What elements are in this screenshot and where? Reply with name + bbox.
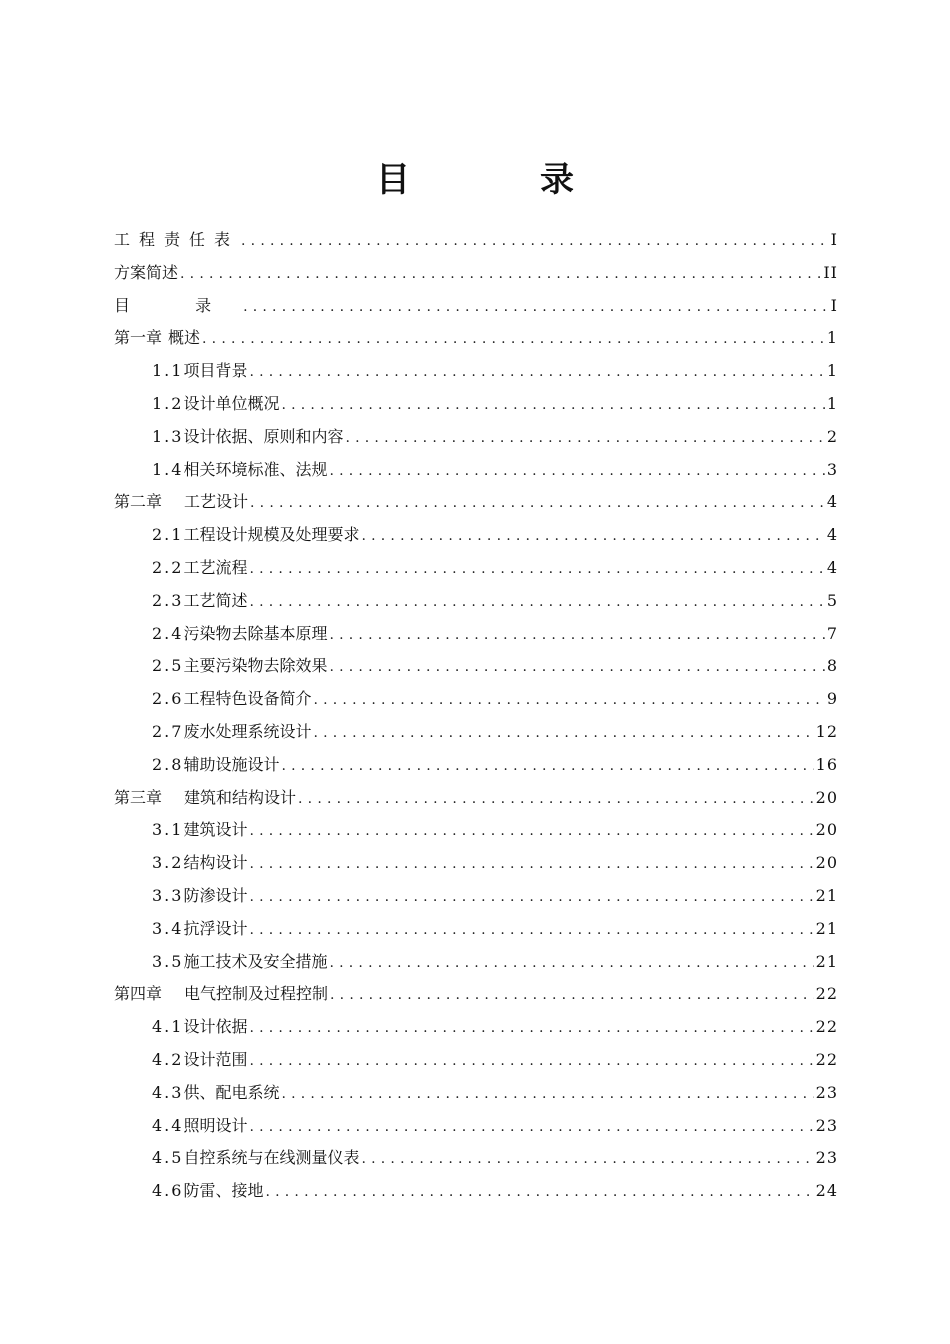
toc-section-number: 2.2	[152, 557, 184, 577]
toc-dot-leader	[329, 651, 824, 684]
toc-entry-label: 照明设计	[183, 1115, 248, 1135]
toc-section-4-2[interactable]	[114, 1044, 838, 1077]
toc-dot-leader	[298, 783, 814, 816]
toc-dot-leader	[281, 750, 813, 783]
toc-section-1-3[interactable]	[114, 421, 838, 454]
toc-page-number: I	[830, 295, 838, 315]
toc-dot-leader	[249, 553, 824, 586]
toc-page-number: 23	[815, 1082, 838, 1102]
toc-section-number: 2.7	[152, 721, 184, 741]
toc-dot-leader	[241, 225, 829, 258]
toc-entry-label: 设计单位概况	[183, 393, 280, 413]
toc-dot-leader	[281, 389, 824, 422]
toc-section-number: 1.3	[152, 426, 184, 446]
toc-entry-label: 废水处理系统设计	[183, 721, 312, 741]
toc-page-number: 22	[815, 1017, 838, 1037]
toc-page-number: 23	[815, 1115, 838, 1135]
toc-page-number: 21	[815, 918, 838, 938]
toc-section-1-2[interactable]	[114, 388, 838, 421]
toc-chapter-number: 第二章	[114, 492, 163, 512]
toc-entry-label: 建筑设计	[183, 820, 248, 840]
toc-entry-label: 设计范围	[183, 1049, 248, 1069]
toc-dot-leader	[249, 1012, 813, 1045]
toc-entry-label: 设计依据、原则和内容	[183, 426, 344, 446]
toc-entry-label: 设计依据	[183, 1017, 248, 1037]
toc-chapter-3[interactable]	[114, 782, 838, 815]
toc-chapter-number: 第三章	[114, 787, 163, 807]
toc-section-4-3[interactable]	[114, 1077, 838, 1110]
toc-dot-leader	[361, 520, 824, 553]
toc-section-number: 3.5	[152, 951, 184, 971]
toc-chapter-1[interactable]	[114, 322, 838, 355]
page-title: 目 录	[376, 160, 622, 200]
toc-page-number: 3	[826, 459, 838, 479]
toc-entry-label: 工艺流程	[183, 557, 248, 577]
toc-section-3-3[interactable]	[114, 880, 838, 913]
toc-section-number: 2.1	[152, 525, 184, 545]
toc-entry-responsibility-table[interactable]	[114, 224, 838, 257]
toc-section-number: 4.5	[152, 1148, 184, 1168]
toc-section-3-1[interactable]	[114, 814, 838, 847]
toc-entry-label: 辅助设施设计	[183, 754, 280, 774]
toc-dot-leader	[249, 1111, 813, 1144]
toc-page-number: 2	[826, 426, 838, 446]
toc-page-number: 9	[826, 689, 838, 709]
toc-section-number: 4.3	[152, 1082, 184, 1102]
toc-chapter-number: 第一章	[114, 328, 163, 348]
toc-page-number: 8	[826, 656, 838, 676]
table-of-contents	[114, 224, 838, 1208]
toc-page-number: 20	[815, 787, 838, 807]
toc-section-2-7[interactable]	[114, 716, 838, 749]
toc-dot-leader	[180, 258, 821, 291]
toc-page-number: 16	[815, 754, 838, 774]
toc-section-number: 3.3	[152, 885, 184, 905]
toc-section-number: 1.2	[152, 393, 184, 413]
toc-dot-leader	[249, 1045, 813, 1078]
toc-entry-label: 结构设计	[183, 853, 248, 873]
toc-section-1-1[interactable]	[114, 355, 838, 388]
toc-page-number: 22	[815, 1049, 838, 1069]
toc-entry-label: 目 录	[114, 295, 242, 315]
toc-entry-label: 工艺设计	[184, 492, 249, 512]
toc-chapter-4[interactable]	[114, 978, 838, 1011]
toc-dot-leader	[202, 323, 825, 356]
toc-section-2-8[interactable]	[114, 749, 838, 782]
toc-entry-label: 自控系统与在线测量仪表	[183, 1148, 360, 1168]
toc-page-number: 24	[815, 1181, 838, 1201]
toc-page-number: 4	[826, 525, 838, 545]
toc-section-number: 2.6	[152, 689, 184, 709]
toc-page-number: 12	[815, 721, 838, 741]
toc-page-number: 21	[815, 885, 838, 905]
toc-section-number: 4.6	[152, 1181, 184, 1201]
toc-dot-leader	[313, 717, 813, 750]
toc-entry-label: 供、配电系统	[183, 1082, 280, 1102]
toc-section-number: 2.4	[152, 623, 184, 643]
toc-section-number: 1.1	[152, 361, 184, 381]
toc-entry-label: 工程设计规模及处理要求	[183, 525, 360, 545]
toc-dot-leader	[249, 914, 813, 947]
toc-section-number: 3.1	[152, 820, 184, 840]
toc-dot-leader	[249, 848, 813, 881]
toc-page-number: 5	[826, 590, 838, 610]
toc-page-number: II	[823, 262, 838, 282]
toc-section-3-4[interactable]	[114, 913, 838, 946]
toc-section-number: 3.4	[152, 918, 184, 938]
toc-section-number: 4.4	[152, 1115, 184, 1135]
toc-page-number: 4	[826, 557, 838, 577]
toc-dot-leader	[249, 881, 813, 914]
toc-entry-label: 项目背景	[183, 361, 248, 381]
toc-dot-leader	[329, 947, 813, 980]
toc-dot-leader	[249, 356, 824, 389]
toc-entry-label: 概述	[168, 328, 201, 348]
toc-entry-label: 工艺简述	[183, 590, 248, 610]
toc-page-number: 23	[815, 1148, 838, 1168]
toc-section-number: 1.4	[152, 459, 184, 479]
toc-entry-label: 电气控制及过程控制	[184, 984, 329, 1004]
toc-page-number: 21	[815, 951, 838, 971]
toc-section-number: 3.2	[152, 853, 184, 873]
toc-dot-leader	[281, 1078, 813, 1111]
toc-entry-label: 相关环境标准、法规	[183, 459, 328, 479]
toc-page-number: 1	[826, 361, 838, 381]
toc-section-4-6[interactable]	[114, 1175, 838, 1208]
toc-entry-label: 主要污染物去除效果	[183, 656, 328, 676]
toc-entry-label: 防渗设计	[183, 885, 248, 905]
toc-section-number: 2.3	[152, 590, 184, 610]
toc-dot-leader	[249, 586, 824, 619]
toc-chapter-number: 第四章	[114, 984, 163, 1004]
toc-entry-scheme-summary[interactable]	[114, 257, 838, 290]
toc-dot-leader	[329, 455, 824, 488]
toc-dot-leader	[243, 291, 829, 324]
toc-dot-leader	[250, 487, 825, 520]
toc-entry-label: 污染物去除基本原理	[183, 623, 328, 643]
toc-section-4-1[interactable]	[114, 1011, 838, 1044]
toc-entry-label: 抗浮设计	[183, 918, 248, 938]
toc-entry-label: 工程特色设备简介	[183, 689, 312, 709]
toc-section-3-2[interactable]	[114, 847, 838, 880]
toc-chapter-2[interactable]	[114, 486, 838, 519]
toc-section-2-1[interactable]	[114, 519, 838, 552]
toc-section-2-5[interactable]	[114, 650, 838, 683]
toc-entry-label: 方案简述	[114, 262, 179, 282]
toc-dot-leader	[265, 1176, 813, 1209]
toc-page-number: 7	[826, 623, 838, 643]
toc-entry-label: 施工技术及安全措施	[183, 951, 328, 971]
toc-entry-label: 建筑和结构设计	[184, 787, 297, 807]
toc-section-4-5[interactable]	[114, 1142, 838, 1175]
toc-page-number: 1	[826, 393, 838, 413]
toc-section-number: 4.1	[152, 1017, 184, 1037]
toc-page-number: 1	[826, 328, 838, 348]
toc-dot-leader	[313, 684, 824, 717]
toc-dot-leader	[330, 979, 814, 1012]
toc-section-1-4[interactable]	[114, 454, 838, 487]
toc-section-number: 2.8	[152, 754, 184, 774]
toc-section-2-6[interactable]	[114, 683, 838, 716]
toc-dot-leader	[249, 815, 813, 848]
toc-entry-label: 防雷、接地	[183, 1181, 264, 1201]
toc-section-2-3[interactable]	[114, 585, 838, 618]
toc-page-number: 20	[815, 820, 838, 840]
toc-page-number: I	[830, 230, 838, 249]
toc-page-number: 20	[815, 853, 838, 873]
toc-page-number: 22	[815, 984, 838, 1004]
toc-entry-label: 工程责任表	[114, 230, 240, 249]
toc-section-number: 2.5	[152, 656, 184, 676]
toc-dot-leader	[361, 1143, 813, 1176]
toc-page-number: 4	[826, 492, 838, 512]
toc-section-4-4[interactable]	[114, 1110, 838, 1143]
toc-entry-contents[interactable]	[114, 290, 838, 323]
toc-section-number: 4.2	[152, 1049, 184, 1069]
toc-dot-leader	[329, 619, 824, 652]
toc-section-3-5[interactable]	[114, 946, 838, 979]
toc-section-2-4[interactable]	[114, 618, 838, 651]
toc-section-2-2[interactable]	[114, 552, 838, 585]
toc-dot-leader	[345, 422, 824, 455]
